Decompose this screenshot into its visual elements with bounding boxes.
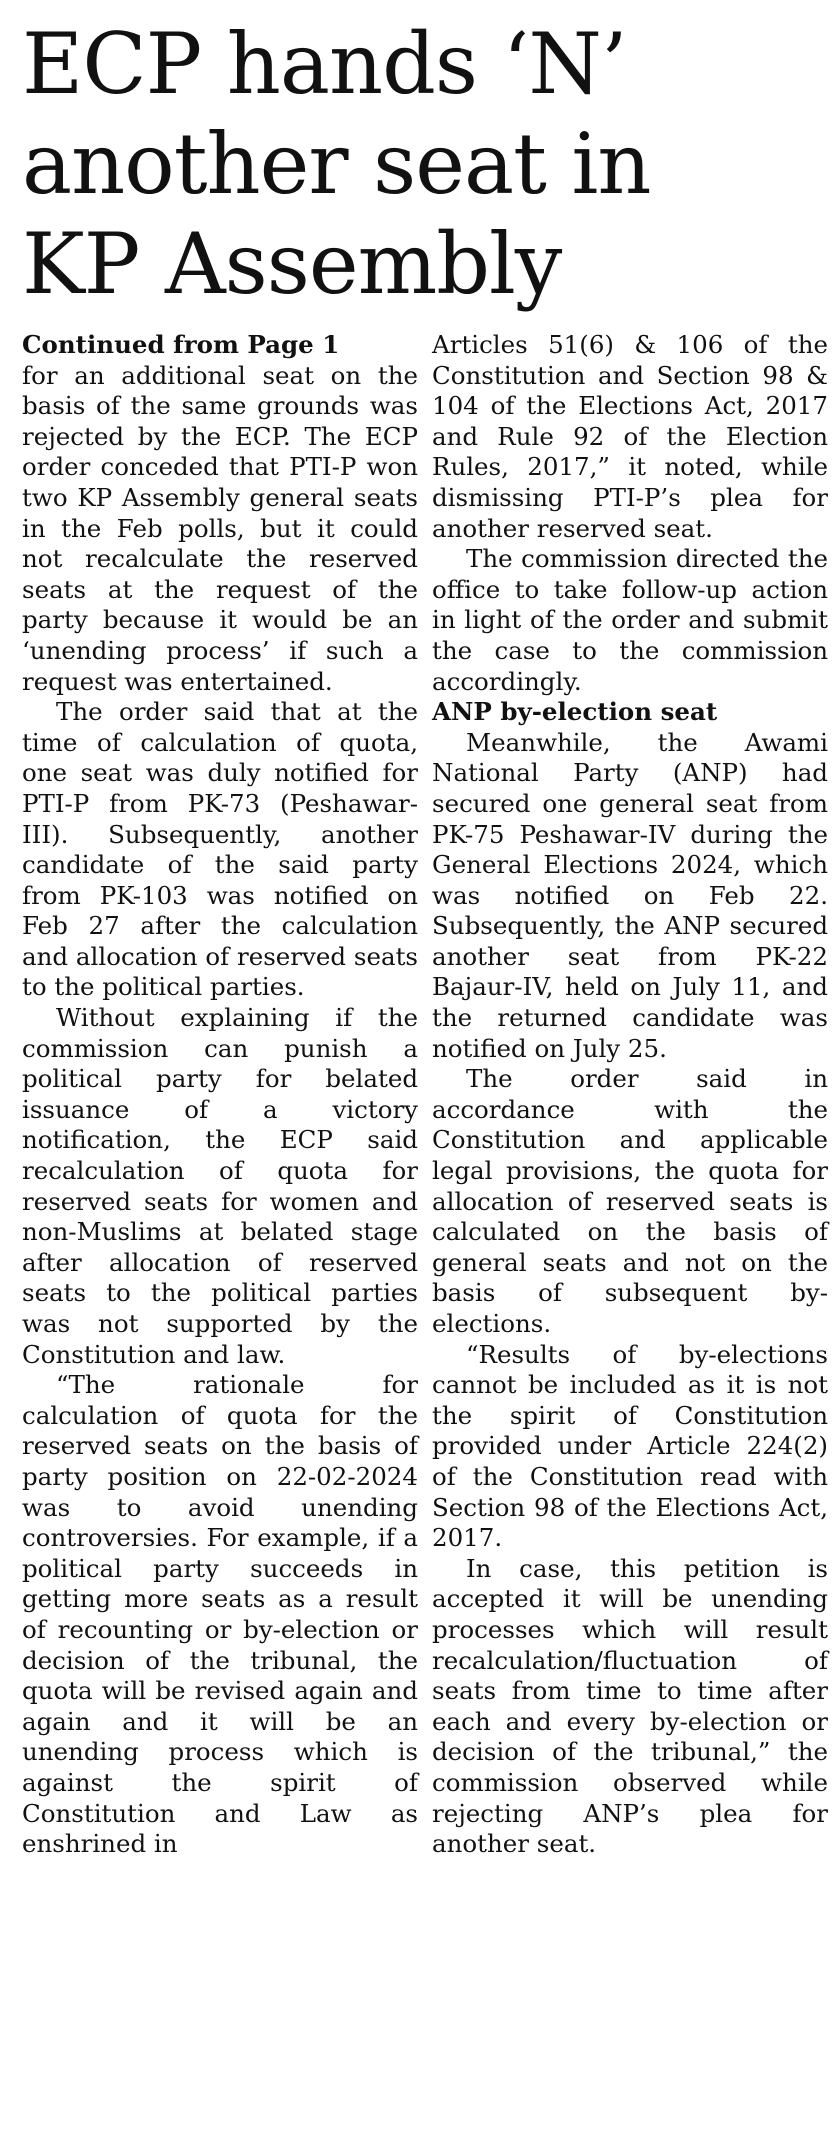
paragraph: “Results of by-elections cannot be included as it is not the spirit of Constitution provided under Article 224(2) of the Constitution read with Section 98 of the Elections Act, 2017. — [432, 1339, 828, 1553]
headline-line-2: another seat in — [22, 115, 651, 213]
headline-line-1: ECP hands ‘N’ — [22, 15, 627, 113]
section-heading: ANP by-election seat — [432, 697, 718, 727]
paragraph: Meanwhile, the Awami National Party (ANP) had secured one general seat from PK-75 Peshawar-IV during the General Elections 2024, which was notified on Feb 22. Subsequently, the ANP secured another seat from PK-22 Bajaur-IV, held on July 11, and the returned candidate was notified on July 25. — [432, 727, 828, 1063]
paragraph: The commission directed the office to take follow-up action in light of the order and submit the case to the commission accordingly. — [432, 544, 828, 696]
paragraph: The order said that at the time of calculation of quota, one seat was duly notified for PTI-P from PK-73 (Peshawar-III). Subsequently, another candidate of the said party from PK-103 was notified on Feb 27 after the calculation and allocation of reserved seats to the political parties. — [22, 697, 418, 1002]
paragraph: for an additional seat on the basis of the same grounds was rejected by the ECP. The ECP order conceded that PTI-P won two KP Assembly general seats in the Feb polls, but it could not recalculate the reserved seats at the request of the party because it would be an ‘unending process’ if such a request was entertained. — [22, 360, 418, 696]
paragraph: “The rationale for calculation of quota for the reserved seats on the basis of party position on 22-02-2024 was to avoid unending controversies. For example, if a political party succeeds in getting more seats as a result of recounting or by-election or decision of the tribunal, the quota will be revised again and again and it will be an unending process which is against the spirit of Constitution and Law as enshrined in — [22, 1370, 418, 1859]
paragraph: In case, this petition is accepted it will be unending processes which will result recalculation/fluctuation of seats from time to time after each and every by-election or decision of the tribunal,” the commission observed while rejecting ANP’s plea for another seat. — [432, 1553, 828, 1859]
article-column-right — [432, 330, 828, 1860]
continued-from-label: Continued from Page 1 — [22, 330, 340, 359]
paragraph: Articles 51(6) & 106 of the Constitution and Section 98 & 104 of the Elections Act, 2017 and Rule 92 of the Election Rules, 2017,” it noted, while dismissing PTI-P’s plea for another reserved seat. — [432, 330, 828, 543]
article-column-left — [22, 330, 418, 1860]
headline-line-3: KP Assembly — [22, 215, 562, 313]
paragraph: Without explaining if the commission can punish a political party for belated issuance of a victory notification, the ECP said recalculation of quota for reserved seats for women and non-Muslims at belated stage after allocation of reserved seats to the political parties was not supported by the Constitution and law. — [22, 1003, 418, 1369]
headline — [22, 14, 822, 314]
paragraph: The order said in accordance with the Constitution and applicable legal provisions, the quota for allocation of reserved seats is calculated on the basis of general seats and not on the basis of subsequent by-elections. — [432, 1064, 828, 1338]
